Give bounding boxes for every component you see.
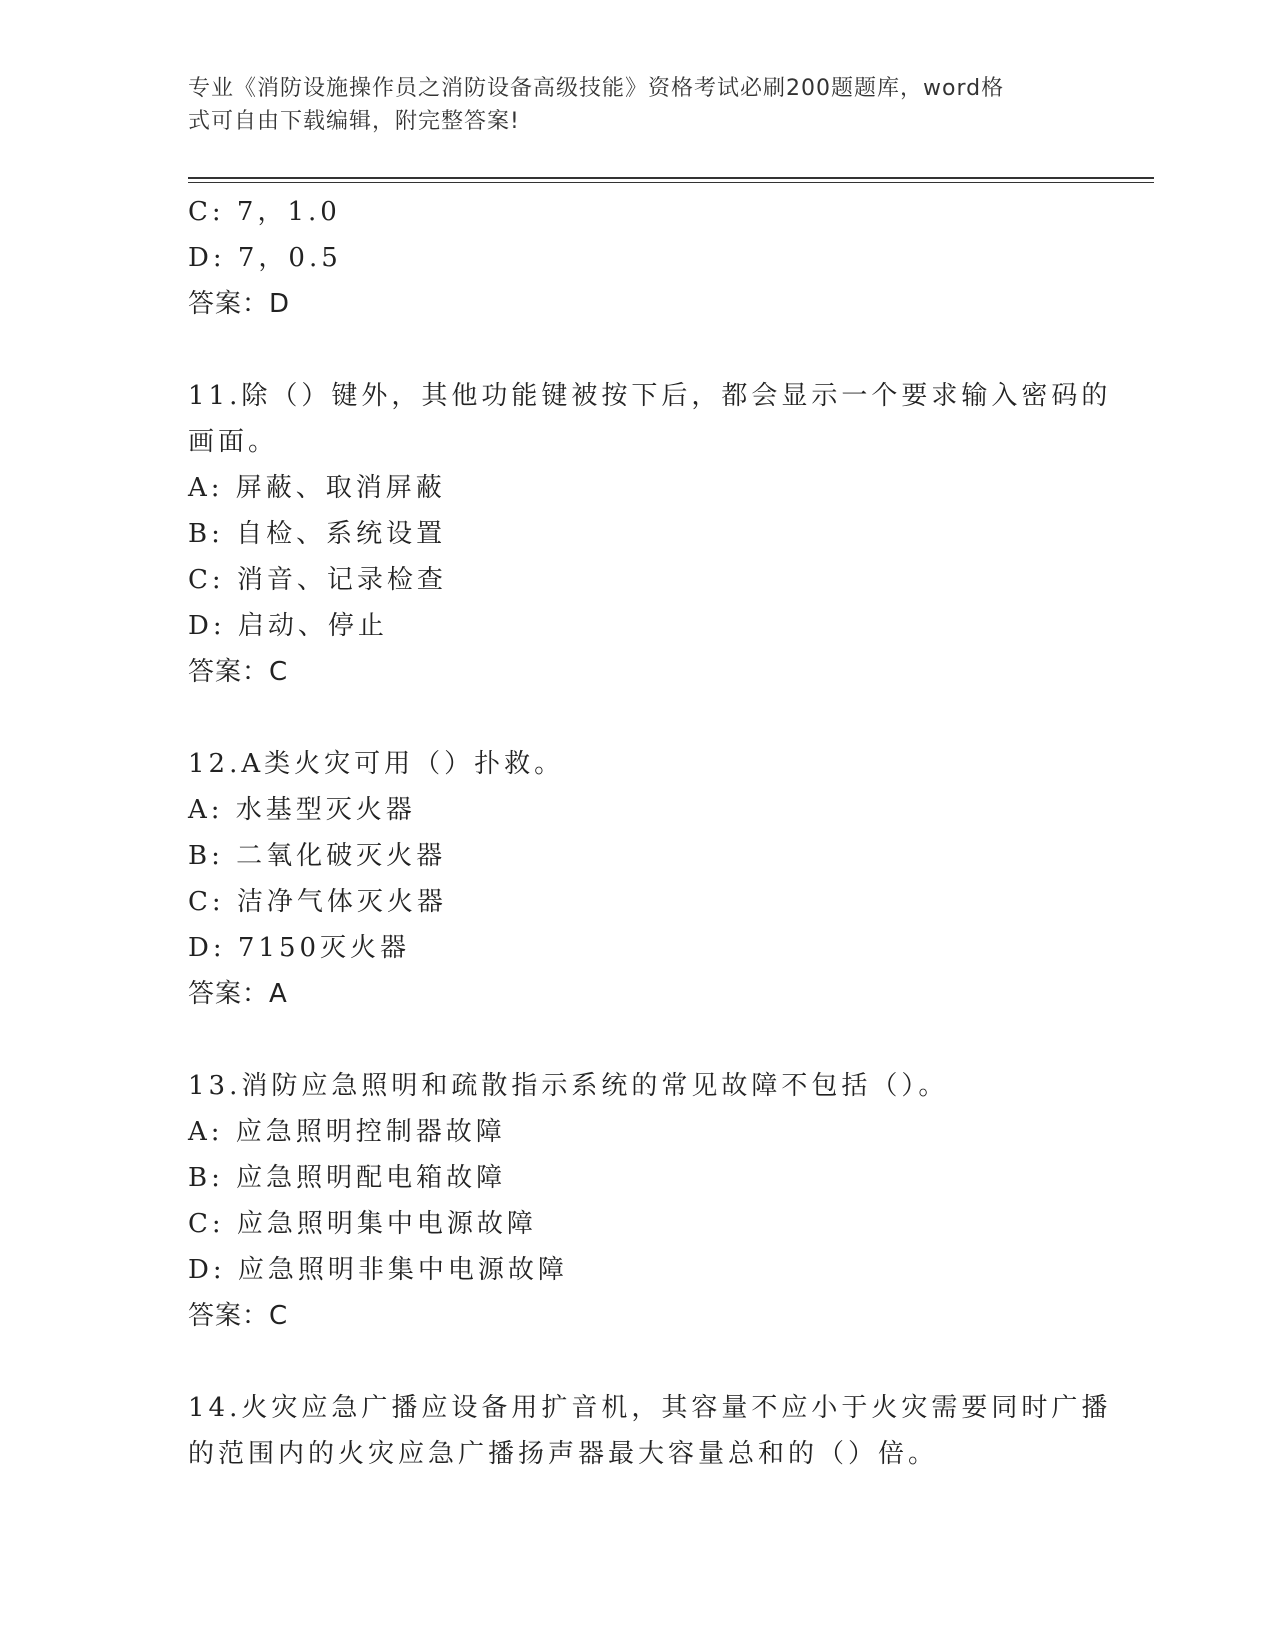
option-c: C: 应急照明集中电源故障 xyxy=(188,1209,537,1239)
question-stem: 12.A类火灾可用（）扑救。 xyxy=(188,749,565,779)
question-stem-continued: 画面。 xyxy=(188,427,279,457)
question-block-14 xyxy=(188,1385,1112,1477)
header-rule-thin xyxy=(188,182,1154,183)
document-body xyxy=(188,189,1112,1477)
question-gap xyxy=(188,327,1088,373)
question-gap xyxy=(188,1017,1088,1063)
question-stem: 11.除（）键外，其他功能键被按下后，都会显示一个要求输入密码的 xyxy=(188,381,1112,411)
option-d: D: 启动、停止 xyxy=(188,611,388,641)
header-line-2: 式可自由下载编辑，附完整答案! xyxy=(188,109,520,134)
question-stem: 13.消防应急照明和疏散指示系统的常见故障不包括（）。 xyxy=(188,1071,949,1101)
question-gap xyxy=(188,695,1088,741)
option-b: B: 二氧化破灭火器 xyxy=(188,841,447,871)
question-block-11 xyxy=(188,373,1112,695)
question-block-13 xyxy=(188,1063,1088,1339)
option-b: B: 自检、系统设置 xyxy=(188,519,447,549)
option-a: A: 屏蔽、取消屏蔽 xyxy=(188,473,446,503)
answer-line: 答案：D xyxy=(188,289,291,319)
document-header xyxy=(188,72,1068,138)
header-line-1: 专业《消防设施操作员之消防设备高级技能》资格考试必刷200题题库，word格 xyxy=(188,76,1005,101)
option-d: D: 应急照明非集中电源故障 xyxy=(188,1255,568,1285)
option-b: B: 应急照明配电箱故障 xyxy=(188,1163,507,1193)
option-d: D: 7150灭火器 xyxy=(188,933,411,963)
option-d: D: 7，0.5 xyxy=(188,243,342,273)
option-c: C: 7，1.0 xyxy=(188,197,341,227)
answer-line: 答案：C xyxy=(188,657,289,687)
question-block-12 xyxy=(188,741,1088,1017)
question-gap xyxy=(188,1339,1088,1385)
answer-line: 答案：C xyxy=(188,1301,289,1331)
question-stem: 14.火灾应急广播应设备用扩音机，其容量不应小于火灾需要同时广播 xyxy=(188,1393,1112,1423)
header-rule-thick xyxy=(188,177,1154,179)
option-a: A: 应急照明控制器故障 xyxy=(188,1117,506,1147)
question-stem-continued: 的范围内的火灾应急广播扬声器最大容量总和的（）倍。 xyxy=(188,1439,939,1469)
option-c: C: 洁净气体灭火器 xyxy=(188,887,447,917)
answer-line: 答案：A xyxy=(188,979,288,1009)
question-block-10 xyxy=(188,189,1088,327)
option-c: C: 消音、记录检查 xyxy=(188,565,447,595)
option-a: A: 水基型灭火器 xyxy=(188,795,416,825)
